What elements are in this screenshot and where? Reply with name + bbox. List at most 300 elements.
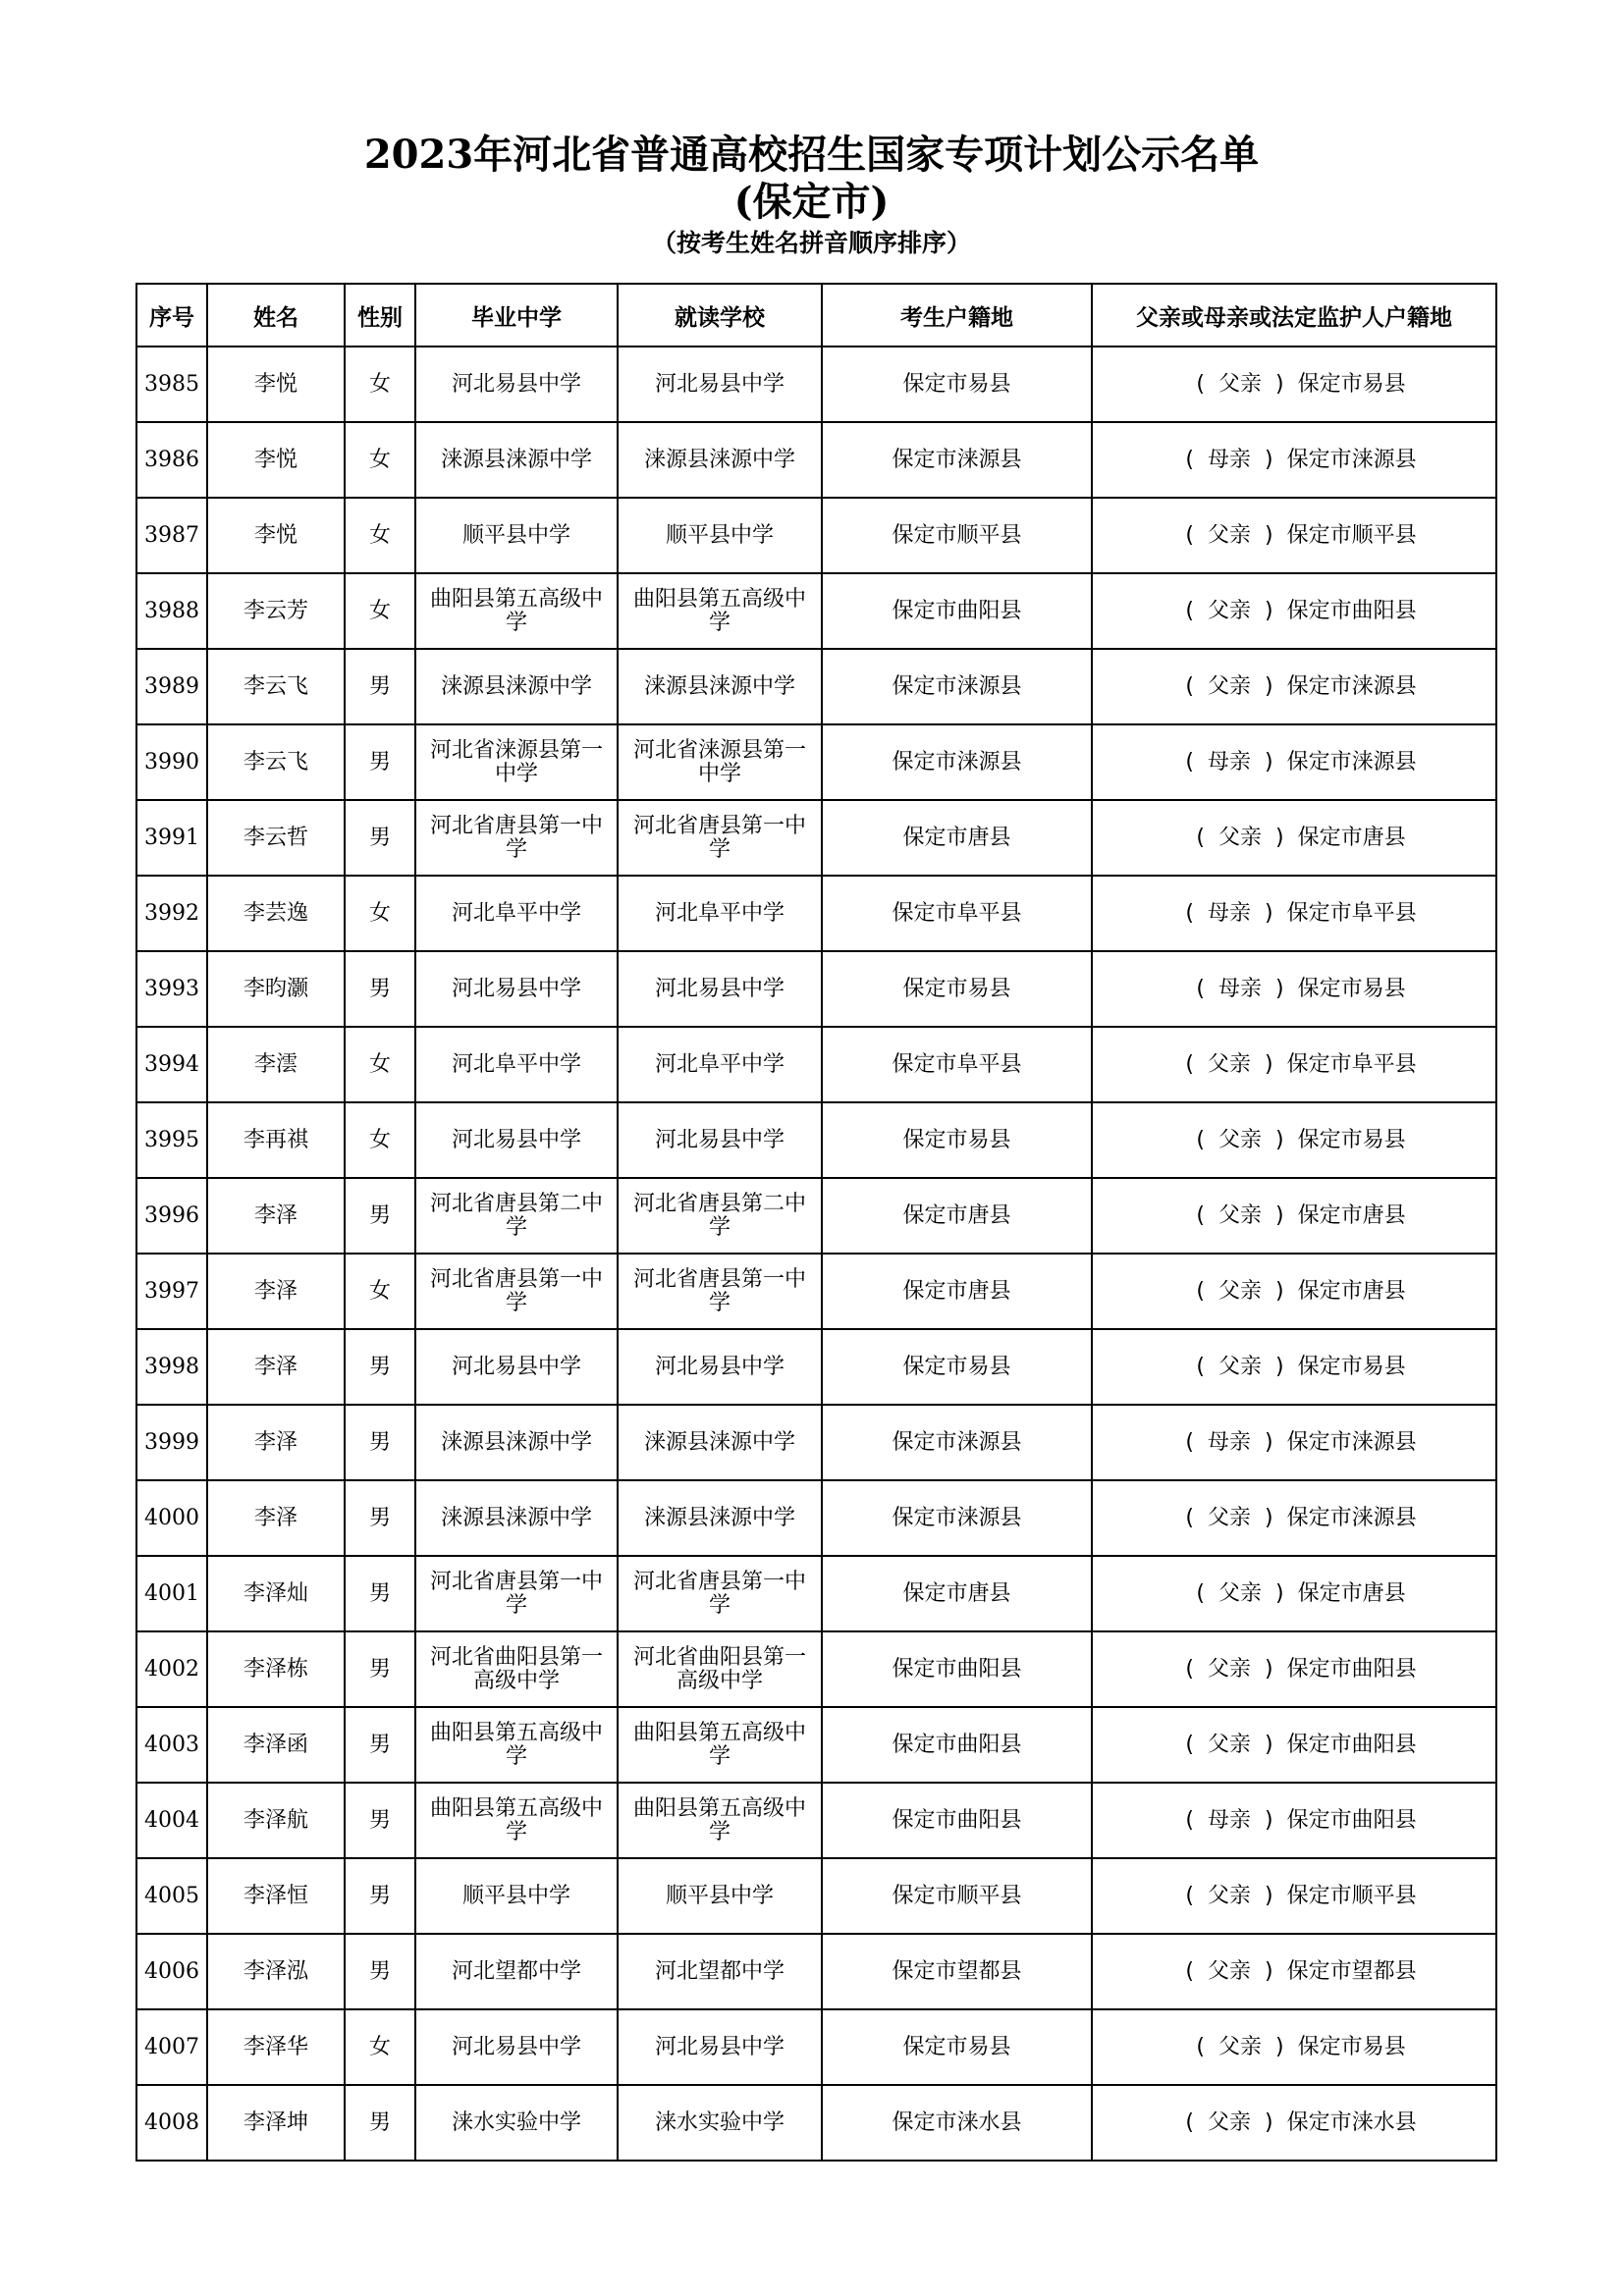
cell-grad-school: 河北省唐县第一中学 <box>415 1254 618 1329</box>
close-paren: ) <box>1265 2109 1273 2135</box>
cell-grad-school: 涞源县涞源中学 <box>415 1405 618 1480</box>
cell-residence: 保定市易县 <box>822 1102 1092 1178</box>
table-row <box>136 2085 1496 2161</box>
cell-residence: 保定市阜平县 <box>822 876 1092 951</box>
guardian-relation: 父亲 <box>1217 1278 1262 1304</box>
page-subtitle: (保定市) <box>733 179 890 225</box>
cell-gender: 男 <box>345 1405 415 1480</box>
cell-name: 李悦 <box>207 498 345 573</box>
guardian-residence: 保定市唐县 <box>1297 825 1406 850</box>
open-paren: ( <box>1185 2109 1194 2135</box>
guardian-relation: 父亲 <box>1207 2109 1251 2135</box>
guardian-relation: 父亲 <box>1207 598 1251 623</box>
cell-residence: 保定市唐县 <box>822 1556 1092 1631</box>
cell-study-school: 曲阳县第五高级中学 <box>618 1707 822 1783</box>
table-row <box>136 1480 1496 1556</box>
cell-study-school: 涞源县涞源中学 <box>618 422 822 498</box>
cell-grad-school: 曲阳县第五高级中学 <box>415 573 618 649</box>
table-row <box>136 1405 1496 1480</box>
cell-no: 4003 <box>136 1707 207 1783</box>
guardian-relation: 父亲 <box>1207 1883 1251 1908</box>
cell-residence: 保定市曲阳县 <box>822 1783 1092 1858</box>
table-header-row <box>136 284 1496 347</box>
cell-name: 李泽 <box>207 1329 345 1405</box>
cell-no: 3993 <box>136 951 207 1027</box>
open-paren: ( <box>1185 598 1194 623</box>
guardian-residence: 保定市阜平县 <box>1286 1051 1417 1077</box>
cell-no: 4005 <box>136 1858 207 1934</box>
table-row <box>136 876 1496 951</box>
cell-name: 李泽函 <box>207 1707 345 1783</box>
guardian-residence: 保定市曲阳县 <box>1286 598 1417 623</box>
table-row <box>136 951 1496 1027</box>
guardian-residence: 保定市涞源县 <box>1286 1505 1417 1530</box>
column-header-grad-school: 毕业中学 <box>415 284 618 347</box>
cell-residence: 保定市涞源县 <box>822 422 1092 498</box>
cell-gender: 男 <box>345 1707 415 1783</box>
guardian-residence: 保定市唐县 <box>1297 1278 1406 1304</box>
guardian-residence: 保定市顺平县 <box>1286 1883 1417 1908</box>
cell-gender: 女 <box>345 347 415 422</box>
cell-name: 李芸逸 <box>207 876 345 951</box>
cell-study-school: 河北易县中学 <box>618 2009 822 2085</box>
close-paren: ) <box>1265 522 1273 548</box>
cell-name: 李泽 <box>207 1178 345 1254</box>
cell-study-school: 河北易县中学 <box>618 1102 822 1178</box>
guardian-relation: 父亲 <box>1217 825 1262 850</box>
table-body <box>136 347 1496 2161</box>
open-paren: ( <box>1196 1580 1205 1606</box>
guardian-residence: 保定市曲阳县 <box>1286 1656 1417 1682</box>
open-paren: ( <box>1185 749 1194 774</box>
cell-gender: 男 <box>345 800 415 876</box>
cell-no: 4004 <box>136 1783 207 1858</box>
cell-gender: 女 <box>345 2009 415 2085</box>
cell-study-school: 顺平县中学 <box>618 498 822 573</box>
guardian-relation: 父亲 <box>1217 371 1262 397</box>
cell-no: 4007 <box>136 2009 207 2085</box>
page-title: 2023年河北省普通高校招生国家专项计划公示名单 <box>363 132 1260 178</box>
guardian-residence: 保定市涞源县 <box>1286 447 1417 472</box>
cell-no: 3991 <box>136 800 207 876</box>
open-paren: ( <box>1185 900 1194 926</box>
cell-gender: 女 <box>345 573 415 649</box>
cell-name: 李悦 <box>207 347 345 422</box>
cell-name: 李泽恒 <box>207 1858 345 1934</box>
cell-grad-school: 河北省唐县第二中学 <box>415 1178 618 1254</box>
cell-grad-school: 涞源县涞源中学 <box>415 422 618 498</box>
close-paren: ) <box>1275 1354 1284 1379</box>
guardian-residence: 保定市曲阳县 <box>1286 1732 1417 1757</box>
cell-name: 李泽泓 <box>207 1934 345 2009</box>
cell-grad-school: 河北易县中学 <box>415 1102 618 1178</box>
cell-gender: 男 <box>345 1631 415 1707</box>
cell-guardian <box>1092 1254 1496 1329</box>
table-row <box>136 1027 1496 1102</box>
cell-gender: 男 <box>345 951 415 1027</box>
cell-grad-school: 顺平县中学 <box>415 1858 618 1934</box>
cell-grad-school: 河北省涞源县第一中学 <box>415 724 618 800</box>
guardian-residence: 保定市唐县 <box>1297 1580 1406 1606</box>
open-paren: ( <box>1185 522 1194 548</box>
close-paren: ) <box>1275 1127 1284 1152</box>
cell-no: 3986 <box>136 422 207 498</box>
cell-guardian <box>1092 1783 1496 1858</box>
cell-grad-school: 河北省唐县第一中学 <box>415 1556 618 1631</box>
cell-guardian <box>1092 1329 1496 1405</box>
cell-no: 4006 <box>136 1934 207 2009</box>
cell-guardian <box>1092 724 1496 800</box>
column-header-residence: 考生户籍地 <box>822 284 1092 347</box>
table-row <box>136 1102 1496 1178</box>
close-paren: ) <box>1265 1656 1273 1682</box>
cell-study-school: 顺平县中学 <box>618 1858 822 1934</box>
close-paren: ) <box>1275 1278 1284 1304</box>
cell-gender: 男 <box>345 649 415 724</box>
open-paren: ( <box>1196 1354 1205 1379</box>
cell-gender: 男 <box>345 2085 415 2161</box>
cell-name: 李泽栋 <box>207 1631 345 1707</box>
cell-guardian <box>1092 1707 1496 1783</box>
open-paren: ( <box>1185 1429 1194 1455</box>
guardian-residence: 保定市顺平县 <box>1286 522 1417 548</box>
open-paren: ( <box>1196 825 1205 850</box>
guardian-relation: 母亲 <box>1207 1429 1251 1455</box>
cell-study-school: 曲阳县第五高级中学 <box>618 1783 822 1858</box>
close-paren: ) <box>1275 1202 1284 1228</box>
cell-study-school: 涞源县涞源中学 <box>618 649 822 724</box>
cell-guardian <box>1092 876 1496 951</box>
table-row <box>136 1934 1496 2009</box>
cell-name: 李泽 <box>207 1254 345 1329</box>
guardian-residence: 保定市涞水县 <box>1286 2109 1417 2135</box>
close-paren: ) <box>1275 2034 1284 2059</box>
cell-name: 李泽 <box>207 1405 345 1480</box>
cell-residence: 保定市涞水县 <box>822 2085 1092 2161</box>
close-paren: ) <box>1265 900 1273 926</box>
cell-no: 4002 <box>136 1631 207 1707</box>
guardian-relation: 父亲 <box>1217 1354 1262 1379</box>
cell-no: 4001 <box>136 1556 207 1631</box>
cell-grad-school: 河北易县中学 <box>415 1329 618 1405</box>
cell-no: 3985 <box>136 347 207 422</box>
guardian-residence: 保定市曲阳县 <box>1286 1807 1417 1833</box>
close-paren: ) <box>1265 1807 1273 1833</box>
cell-guardian <box>1092 422 1496 498</box>
table-row <box>136 422 1496 498</box>
guardian-residence: 保定市易县 <box>1297 371 1406 397</box>
open-paren: ( <box>1196 976 1205 1001</box>
cell-study-school: 河北省唐县第二中学 <box>618 1178 822 1254</box>
cell-no: 3995 <box>136 1102 207 1178</box>
cell-grad-school: 河北易县中学 <box>415 347 618 422</box>
cell-guardian <box>1092 1556 1496 1631</box>
cell-no: 3996 <box>136 1178 207 1254</box>
cell-residence: 保定市易县 <box>822 1329 1092 1405</box>
guardian-relation: 父亲 <box>1207 522 1251 548</box>
cell-no: 3992 <box>136 876 207 951</box>
table-row <box>136 1254 1496 1329</box>
cell-name: 李泽 <box>207 1480 345 1556</box>
table-row <box>136 1631 1496 1707</box>
cell-name: 李澐 <box>207 1027 345 1102</box>
cell-name: 李泽华 <box>207 2009 345 2085</box>
cell-residence: 保定市易县 <box>822 951 1092 1027</box>
cell-grad-school: 河北省唐县第一中学 <box>415 800 618 876</box>
open-paren: ( <box>1185 1883 1194 1908</box>
cell-gender: 男 <box>345 724 415 800</box>
guardian-relation: 母亲 <box>1207 900 1251 926</box>
cell-guardian <box>1092 2009 1496 2085</box>
cell-gender: 女 <box>345 1102 415 1178</box>
cell-guardian <box>1092 1027 1496 1102</box>
guardian-relation: 母亲 <box>1207 749 1251 774</box>
cell-residence: 保定市易县 <box>822 2009 1092 2085</box>
cell-guardian <box>1092 1480 1496 1556</box>
close-paren: ) <box>1275 371 1284 397</box>
cell-no: 3988 <box>136 573 207 649</box>
cell-study-school: 河北易县中学 <box>618 1329 822 1405</box>
cell-study-school: 河北省唐县第一中学 <box>618 1254 822 1329</box>
column-header-guardian-residence: 父亲或母亲或法定监护人户籍地 <box>1092 284 1496 347</box>
cell-name: 李泽坤 <box>207 2085 345 2161</box>
open-paren: ( <box>1196 371 1205 397</box>
table-row <box>136 800 1496 876</box>
cell-gender: 男 <box>345 1329 415 1405</box>
cell-gender: 女 <box>345 1027 415 1102</box>
cell-residence: 保定市曲阳县 <box>822 1707 1092 1783</box>
open-paren: ( <box>1185 1505 1194 1530</box>
close-paren: ) <box>1265 1958 1273 1984</box>
close-paren: ) <box>1275 825 1284 850</box>
close-paren: ) <box>1265 447 1273 472</box>
guardian-residence: 保定市涞源县 <box>1286 1429 1417 1455</box>
cell-study-school: 涞源县涞源中学 <box>618 1480 822 1556</box>
cell-study-school: 涞源县涞源中学 <box>618 1405 822 1480</box>
cell-name: 李云飞 <box>207 724 345 800</box>
cell-guardian <box>1092 498 1496 573</box>
cell-gender: 男 <box>345 1556 415 1631</box>
open-paren: ( <box>1196 1127 1205 1152</box>
guardian-relation: 父亲 <box>1217 2034 1262 2059</box>
cell-study-school: 河北省唐县第一中学 <box>618 800 822 876</box>
open-paren: ( <box>1185 1732 1194 1757</box>
table-row <box>136 2009 1496 2085</box>
guardian-residence: 保定市涞源县 <box>1286 749 1417 774</box>
guardian-residence: 保定市易县 <box>1297 2034 1406 2059</box>
cell-no: 3999 <box>136 1405 207 1480</box>
cell-gender: 女 <box>345 498 415 573</box>
cell-grad-school: 曲阳县第五高级中学 <box>415 1707 618 1783</box>
cell-name: 李昀灏 <box>207 951 345 1027</box>
guardian-residence: 保定市易县 <box>1297 1127 1406 1152</box>
cell-guardian <box>1092 800 1496 876</box>
cell-guardian <box>1092 1102 1496 1178</box>
cell-study-school: 河北省唐县第一中学 <box>618 1556 822 1631</box>
open-paren: ( <box>1196 2034 1205 2059</box>
table-row <box>136 1858 1496 1934</box>
cell-residence: 保定市涞源县 <box>822 1405 1092 1480</box>
cell-study-school: 河北望都中学 <box>618 1934 822 2009</box>
column-header-name: 姓名 <box>207 284 345 347</box>
guardian-relation: 父亲 <box>1217 1580 1262 1606</box>
close-paren: ) <box>1265 1051 1273 1077</box>
close-paren: ) <box>1265 598 1273 623</box>
guardian-relation: 父亲 <box>1207 1656 1251 1682</box>
guardian-relation: 父亲 <box>1207 1051 1251 1077</box>
cell-grad-school: 顺平县中学 <box>415 498 618 573</box>
table-row <box>136 1178 1496 1254</box>
cell-name: 李云哲 <box>207 800 345 876</box>
table-row <box>136 347 1496 422</box>
roster-table <box>135 283 1497 2162</box>
cell-residence: 保定市唐县 <box>822 800 1092 876</box>
guardian-relation: 母亲 <box>1207 1807 1251 1833</box>
cell-no: 4000 <box>136 1480 207 1556</box>
cell-gender: 女 <box>345 876 415 951</box>
guardian-residence: 保定市易县 <box>1297 1354 1406 1379</box>
table-row <box>136 724 1496 800</box>
guardian-relation: 父亲 <box>1207 1505 1251 1530</box>
sort-note: （按考生姓名拼音顺序排序） <box>651 229 971 257</box>
cell-grad-school: 河北望都中学 <box>415 1934 618 2009</box>
cell-gender: 女 <box>345 422 415 498</box>
cell-no: 3990 <box>136 724 207 800</box>
cell-grad-school: 河北阜平中学 <box>415 876 618 951</box>
cell-no: 3998 <box>136 1329 207 1405</box>
cell-residence: 保定市顺平县 <box>822 498 1092 573</box>
column-header-gender: 性别 <box>345 284 415 347</box>
cell-name: 李泽灿 <box>207 1556 345 1631</box>
cell-residence: 保定市涞源县 <box>822 649 1092 724</box>
column-header-no: 序号 <box>136 284 207 347</box>
close-paren: ) <box>1265 1429 1273 1455</box>
cell-study-school: 河北省曲阳县第一高级中学 <box>618 1631 822 1707</box>
guardian-relation: 父亲 <box>1217 1127 1262 1152</box>
open-paren: ( <box>1185 1958 1194 1984</box>
cell-no: 3997 <box>136 1254 207 1329</box>
open-paren: ( <box>1185 1807 1194 1833</box>
guardian-relation: 母亲 <box>1207 447 1251 472</box>
cell-residence: 保定市阜平县 <box>822 1027 1092 1102</box>
cell-grad-school: 河北阜平中学 <box>415 1027 618 1102</box>
table-row <box>136 1783 1496 1858</box>
cell-name: 李云飞 <box>207 649 345 724</box>
guardian-relation: 父亲 <box>1217 1202 1262 1228</box>
cell-no: 3994 <box>136 1027 207 1102</box>
cell-grad-school: 河北易县中学 <box>415 951 618 1027</box>
cell-study-school: 曲阳县第五高级中学 <box>618 573 822 649</box>
cell-guardian <box>1092 649 1496 724</box>
table-row <box>136 498 1496 573</box>
guardian-residence: 保定市望都县 <box>1286 1958 1417 1984</box>
cell-study-school: 河北易县中学 <box>618 951 822 1027</box>
cell-gender: 男 <box>345 1783 415 1858</box>
guardian-residence: 保定市易县 <box>1297 976 1406 1001</box>
cell-guardian <box>1092 1934 1496 2009</box>
table-row <box>136 1329 1496 1405</box>
cell-grad-school: 涞源县涞源中学 <box>415 649 618 724</box>
cell-guardian <box>1092 1858 1496 1934</box>
cell-name: 李泽航 <box>207 1783 345 1858</box>
cell-name: 李悦 <box>207 422 345 498</box>
cell-gender: 男 <box>345 1934 415 2009</box>
close-paren: ) <box>1265 749 1273 774</box>
cell-gender: 男 <box>345 1178 415 1254</box>
open-paren: ( <box>1185 673 1194 699</box>
open-paren: ( <box>1185 447 1194 472</box>
guardian-residence: 保定市阜平县 <box>1286 900 1417 926</box>
cell-grad-school: 曲阳县第五高级中学 <box>415 1783 618 1858</box>
guardian-residence: 保定市涞源县 <box>1286 673 1417 699</box>
cell-grad-school: 河北易县中学 <box>415 2009 618 2085</box>
cell-residence: 保定市望都县 <box>822 1934 1092 2009</box>
cell-name: 李再祺 <box>207 1102 345 1178</box>
cell-no: 4008 <box>136 2085 207 2161</box>
cell-guardian <box>1092 573 1496 649</box>
cell-residence: 保定市涞源县 <box>822 1480 1092 1556</box>
table-row <box>136 649 1496 724</box>
cell-study-school: 河北阜平中学 <box>618 1027 822 1102</box>
close-paren: ) <box>1265 1505 1273 1530</box>
cell-residence: 保定市曲阳县 <box>822 573 1092 649</box>
open-paren: ( <box>1196 1278 1205 1304</box>
cell-guardian <box>1092 951 1496 1027</box>
cell-no: 3987 <box>136 498 207 573</box>
guardian-relation: 母亲 <box>1217 976 1262 1001</box>
cell-guardian <box>1092 1631 1496 1707</box>
close-paren: ) <box>1265 1732 1273 1757</box>
cell-gender: 男 <box>345 1858 415 1934</box>
cell-no: 3989 <box>136 649 207 724</box>
cell-grad-school: 涞源县涞源中学 <box>415 1480 618 1556</box>
cell-residence: 保定市顺平县 <box>822 1858 1092 1934</box>
close-paren: ) <box>1265 673 1273 699</box>
cell-grad-school: 河北省曲阳县第一高级中学 <box>415 1631 618 1707</box>
cell-gender: 女 <box>345 1254 415 1329</box>
column-header-study-school: 就读学校 <box>618 284 822 347</box>
cell-study-school: 河北易县中学 <box>618 347 822 422</box>
close-paren: ) <box>1275 976 1284 1001</box>
cell-guardian <box>1092 1178 1496 1254</box>
table-row <box>136 1556 1496 1631</box>
cell-residence: 保定市曲阳县 <box>822 1631 1092 1707</box>
cell-study-school: 河北省涞源县第一中学 <box>618 724 822 800</box>
cell-study-school: 河北阜平中学 <box>618 876 822 951</box>
cell-grad-school: 涞水实验中学 <box>415 2085 618 2161</box>
cell-residence: 保定市易县 <box>822 347 1092 422</box>
cell-study-school: 涞水实验中学 <box>618 2085 822 2161</box>
cell-residence: 保定市唐县 <box>822 1254 1092 1329</box>
guardian-residence: 保定市唐县 <box>1297 1202 1406 1228</box>
cell-guardian <box>1092 1405 1496 1480</box>
close-paren: ) <box>1265 1883 1273 1908</box>
close-paren: ) <box>1275 1580 1284 1606</box>
cell-guardian <box>1092 347 1496 422</box>
cell-gender: 男 <box>345 1480 415 1556</box>
open-paren: ( <box>1196 1202 1205 1228</box>
cell-residence: 保定市唐县 <box>822 1178 1092 1254</box>
open-paren: ( <box>1185 1656 1194 1682</box>
table-row <box>136 573 1496 649</box>
guardian-relation: 父亲 <box>1207 1732 1251 1757</box>
cell-residence: 保定市涞源县 <box>822 724 1092 800</box>
guardian-relation: 父亲 <box>1207 1958 1251 1984</box>
guardian-relation: 父亲 <box>1207 673 1251 699</box>
open-paren: ( <box>1185 1051 1194 1077</box>
cell-guardian <box>1092 2085 1496 2161</box>
cell-name: 李云芳 <box>207 573 345 649</box>
